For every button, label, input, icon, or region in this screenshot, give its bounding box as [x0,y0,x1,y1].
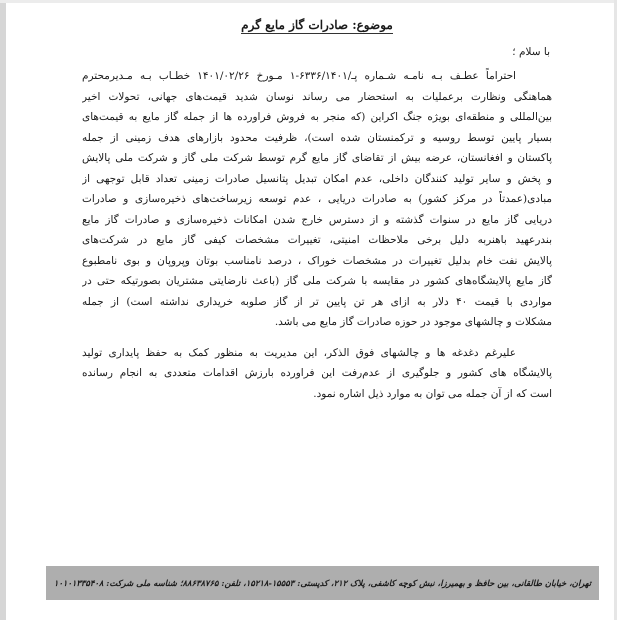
letter-body [82,10,552,404]
paragraph-line: مشکلات و چالشهای موجود در حوزه صادرات گاز مایع می باشد. [274,316,552,328]
page-shadow-top [0,0,617,3]
paragraph-line: علیرغم دغدغه ها و چالشهای فوق الذکر، این مدیریت به منظور کمک به حفظ پایداری تولید [82,346,516,359]
paragraph-line: بسیار پایین توسط روسیه و ترکمنستان شده است)، ظرفیت محدود بازارهای هدف زمینی از جمله [82,131,552,144]
paragraph-line: پالایشگاه های کشور و جلوگیری از عدم‌رفت این فراورده بارزش اقدامات متعددی به انجام رسانده [82,367,552,379]
paragraph-line: دریایی گاز مایع در سنوات گذشته و از دسترس خارج شدن امکانات ذخیره‌سازی و صادرات گاز مایع [82,213,552,226]
paragraph-line: مواردی با قیمت ۴۰ دلار به ازای هر تن پایین تر از گاز صلوبه خریداری نداشته است) از جمله [82,295,552,308]
paragraph-line: و پخش و سایر تولید کنندگان داخلی، عدم امکان تبدیل پتانسیل صادرات زمینی تعداد قابل توجهی از [82,172,552,185]
paragraph-1 [82,66,552,333]
page-shadow-left [0,0,6,620]
paragraph-line: است که از آن جمله می توان به موارد ذیل اشاره نمود. [313,387,552,400]
letter-greeting: با سلام ؛ [512,46,550,58]
paragraph-line: مبادی(عمدتاً در مرکز کشور) به صادرات دریایی ، عدم توسعه زیرساخت‌های ذخیره‌سازی و صادرات [82,193,552,205]
paragraph-line: بندرعهید باهنربه دلیل برخی ملاحظات امنیتی، تغییرات مشخصات کیفی گاز مایع در شرکت‌های [82,234,552,246]
paragraph-line: بین‌المللی و منطقه‌ای بویژه جنگ اکراین (که منجر به فروش فراورده ها از جمله گاز مایع به قیمت‌های [82,111,552,123]
paragraph-line: هماهنگی ونظارت برعملیات به استحضار می رساند نوسان شدید قیمت‌های جهانی، تحولات اخیر [82,90,552,103]
letter-subject: موضوع: صادرات گاز مایع گرم [241,18,393,32]
paragraph-line: احتراماً عطـف بـه نامـه شـماره پـ/۶۳۳۶/۱۴۰۱-۱ مـورخ ۱۴۰۱/۰۲/۲۶ خطـاب بـه مـدیرمحترم [82,70,516,82]
paragraph-line: پالایش نفت خام بدلیل تغییرات در مشخصات خوراک ، درصد نامناسب بوتان وپروپان و بوی نامطبوع [82,254,552,267]
paragraph-line: گاز مایع پالایشگاه‌های کشور در مقایسه با شرکت ملی گاز (باعث نارضایتی مشتریان بصورتیکه حتی در [82,275,552,287]
footer-address: تهران، خیابان طالقانی، بین حافظ و بهمیرزا، نبش کوچه کاشفی، پلاک ۲۱۲، کدپستی: ۱۵۵۵۳-۱۵۲۱۸، تلفن: ۸۸۶۳۸۷۶۵؛ شناسه ملی شرکت: ۱۰۱۰۱۳۳۵۴۰۸ [53,578,592,588]
letterhead-footer [46,566,599,600]
paragraph-line: پاکستان و افغانستان، عرضه بیش از تقاضای گاز مایع گرم توسط شرکت ملی گاز و شرکت ملی پالایش [82,152,552,164]
paragraph-2 [82,343,552,405]
